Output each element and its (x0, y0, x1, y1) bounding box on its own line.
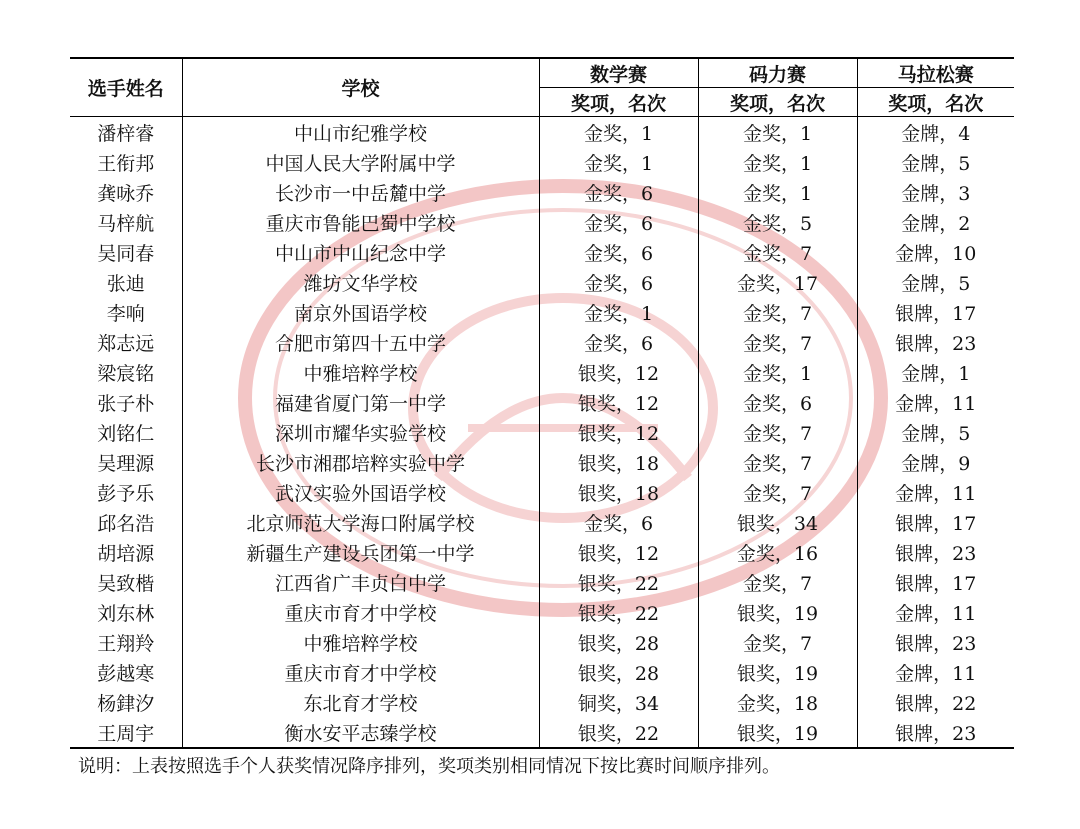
cell-marathon: 金牌，5 (857, 147, 1014, 177)
cell-code: 金奖，7 (698, 477, 857, 507)
cell-code: 金奖，1 (698, 147, 857, 177)
cell-code: 金奖，7 (698, 567, 857, 597)
table-row (70, 507, 1014, 537)
cell-name: 彭予乐 (97, 482, 155, 505)
table-row (70, 567, 1014, 597)
cell-name: 张迪 (106, 272, 145, 295)
cell-math: 金奖，6 (539, 327, 698, 357)
subheader-code: 奖项，名次 (698, 88, 857, 117)
cell-marathon: 银牌，17 (857, 507, 1014, 537)
cell-math: 金奖，6 (539, 507, 698, 537)
cell-name: 潘梓睿 (97, 122, 155, 145)
table-row (70, 657, 1014, 687)
cell-name: 张子朴 (97, 392, 155, 415)
header-school: 学校 (182, 58, 539, 117)
cell-code: 金奖，18 (698, 687, 857, 717)
cell-math: 铜奖，34 (539, 687, 698, 717)
cell-math: 金奖，6 (539, 207, 698, 237)
table-row (70, 717, 1014, 748)
table-row (70, 207, 1014, 237)
subheader-marathon: 奖项，名次 (857, 88, 1014, 117)
cell-school: 福建省厦门第一中学 (182, 387, 539, 417)
table-body (70, 117, 1014, 749)
table-row (70, 297, 1014, 327)
cell-code: 金奖，7 (698, 237, 857, 267)
cell-school: 南京外国语学校 (182, 297, 539, 327)
cell-math: 银奖，22 (539, 597, 698, 627)
cell-code: 金奖，5 (698, 207, 857, 237)
table-row (70, 177, 1014, 207)
cell-math: 金奖，6 (539, 177, 698, 207)
cell-marathon: 金牌，11 (857, 597, 1014, 627)
cell-marathon: 银牌，23 (857, 327, 1014, 357)
cell-name: 马梓航 (97, 212, 155, 235)
cell-school: 江西省广丰贞白中学 (182, 567, 539, 597)
cell-school: 武汉实验外国语学校 (182, 477, 539, 507)
cell-name: 王周宇 (70, 717, 182, 748)
cell-marathon: 金牌，4 (857, 117, 1014, 148)
cell-code: 金奖，1 (698, 177, 857, 207)
cell-marathon: 银牌，17 (857, 567, 1014, 597)
subheader-math: 奖项，名次 (539, 88, 698, 117)
cell-math: 银奖，22 (539, 717, 698, 748)
cell-math: 银奖，22 (539, 567, 698, 597)
cell-marathon: 金牌，11 (857, 387, 1014, 417)
cell-marathon: 金牌，9 (857, 447, 1014, 477)
cell-math: 银奖，12 (539, 357, 698, 387)
cell-code: 金奖，7 (698, 627, 857, 657)
cell-marathon: 金牌，10 (857, 237, 1014, 267)
cell-code: 银奖，19 (698, 657, 857, 687)
cell-code: 金奖，7 (698, 447, 857, 477)
cell-school: 潍坊文华学校 (182, 267, 539, 297)
cell-marathon: 金牌，3 (857, 177, 1014, 207)
footnote: 说明：上表按照选手个人获奖情况降序排列，奖项类别相同情况下按比赛时间顺序排列。 (78, 756, 780, 777)
cell-name: 王衔邦 (97, 152, 155, 175)
table-row (70, 597, 1014, 627)
cell-code: 金奖，16 (698, 537, 857, 567)
cell-name: 王翔羚 (97, 632, 155, 655)
cell-marathon: 金牌，1 (857, 357, 1014, 387)
header-marathon: 马拉松赛 (857, 58, 1014, 88)
table-row (70, 117, 1014, 148)
cell-name: 邱名浩 (97, 512, 155, 535)
cell-code: 金奖，1 (698, 357, 857, 387)
table-row (70, 687, 1014, 717)
cell-name: 刘铭仁 (97, 422, 155, 445)
cell-school: 中山市中山纪念中学 (182, 237, 539, 267)
cell-school: 重庆市育才中学校 (182, 657, 539, 687)
cell-name: 吴理源 (97, 452, 155, 475)
cell-marathon: 银牌，23 (857, 537, 1014, 567)
awards-table (70, 57, 1014, 749)
cell-school: 新疆生产建设兵团第一中学 (182, 537, 539, 567)
cell-name: 刘东林 (97, 602, 155, 625)
cell-school: 中雅培粹学校 (182, 627, 539, 657)
cell-code: 金奖，7 (698, 417, 857, 447)
table-row (70, 387, 1014, 417)
cell-marathon: 银牌，22 (857, 687, 1014, 717)
header-name: 选手姓名 (70, 58, 182, 117)
table-row (70, 477, 1014, 507)
cell-name: 胡培源 (97, 542, 155, 565)
header-code: 码力赛 (698, 58, 857, 88)
cell-marathon: 银牌，23 (857, 627, 1014, 657)
table-row (70, 327, 1014, 357)
cell-name: 李响 (106, 302, 145, 325)
cell-name: 梁宸铭 (97, 362, 155, 385)
table-row (70, 267, 1014, 297)
cell-school: 中雅培粹学校 (182, 357, 539, 387)
cell-math: 银奖，18 (539, 447, 698, 477)
cell-code: 银奖，19 (698, 597, 857, 627)
cell-school: 重庆市育才中学校 (182, 597, 539, 627)
cell-school: 深圳市耀华实验学校 (182, 417, 539, 447)
table-row (70, 237, 1014, 267)
cell-math: 银奖，28 (539, 627, 698, 657)
table-row (70, 537, 1014, 567)
cell-code: 银奖，19 (698, 717, 857, 748)
header-math: 数学赛 (539, 58, 698, 88)
cell-math: 银奖，18 (539, 477, 698, 507)
cell-school: 北京师范大学海口附属学校 (182, 507, 539, 537)
table-row (70, 627, 1014, 657)
cell-code: 金奖，6 (698, 387, 857, 417)
table-row (70, 417, 1014, 447)
cell-marathon: 金牌，5 (857, 417, 1014, 447)
cell-math: 银奖，12 (539, 417, 698, 447)
cell-name: 吴致楷 (97, 572, 155, 595)
table-row (70, 147, 1014, 177)
cell-math: 金奖，6 (539, 237, 698, 267)
table-row (70, 357, 1014, 387)
cell-math: 银奖，12 (539, 387, 698, 417)
cell-school: 衡水安平志臻学校 (182, 717, 539, 748)
cell-name: 彭越寒 (97, 662, 155, 685)
cell-marathon: 金牌，2 (857, 207, 1014, 237)
cell-marathon: 金牌，11 (857, 657, 1014, 687)
cell-math: 银奖，28 (539, 657, 698, 687)
cell-school: 长沙市湘郡培粹实验中学 (182, 447, 539, 477)
cell-marathon: 银牌，23 (857, 717, 1014, 748)
cell-math: 金奖，1 (539, 147, 698, 177)
cell-name: 龚咏乔 (97, 182, 155, 205)
cell-marathon: 银牌，17 (857, 297, 1014, 327)
cell-code: 金奖，7 (698, 297, 857, 327)
cell-marathon: 金牌，5 (857, 267, 1014, 297)
cell-math: 金奖，1 (539, 117, 698, 148)
cell-code: 银奖，34 (698, 507, 857, 537)
cell-math: 金奖，1 (539, 297, 698, 327)
cell-marathon: 金牌，11 (857, 477, 1014, 507)
cell-name: 吴同春 (97, 242, 155, 265)
cell-school: 长沙市一中岳麓中学 (182, 177, 539, 207)
cell-school: 中山市纪雅学校 (182, 117, 539, 148)
cell-school: 中国人民大学附属中学 (182, 147, 539, 177)
cell-code: 金奖，17 (698, 267, 857, 297)
cell-code: 金奖，7 (698, 327, 857, 357)
cell-math: 金奖，6 (539, 267, 698, 297)
cell-name: 杨銉汐 (97, 692, 155, 715)
cell-school: 合肥市第四十五中学 (182, 327, 539, 357)
cell-math: 银奖，12 (539, 537, 698, 567)
table-row (70, 447, 1014, 477)
cell-code: 金奖，1 (698, 117, 857, 148)
cell-name: 郑志远 (97, 332, 155, 355)
cell-school: 东北育才学校 (182, 687, 539, 717)
cell-school: 重庆市鲁能巴蜀中学校 (182, 207, 539, 237)
